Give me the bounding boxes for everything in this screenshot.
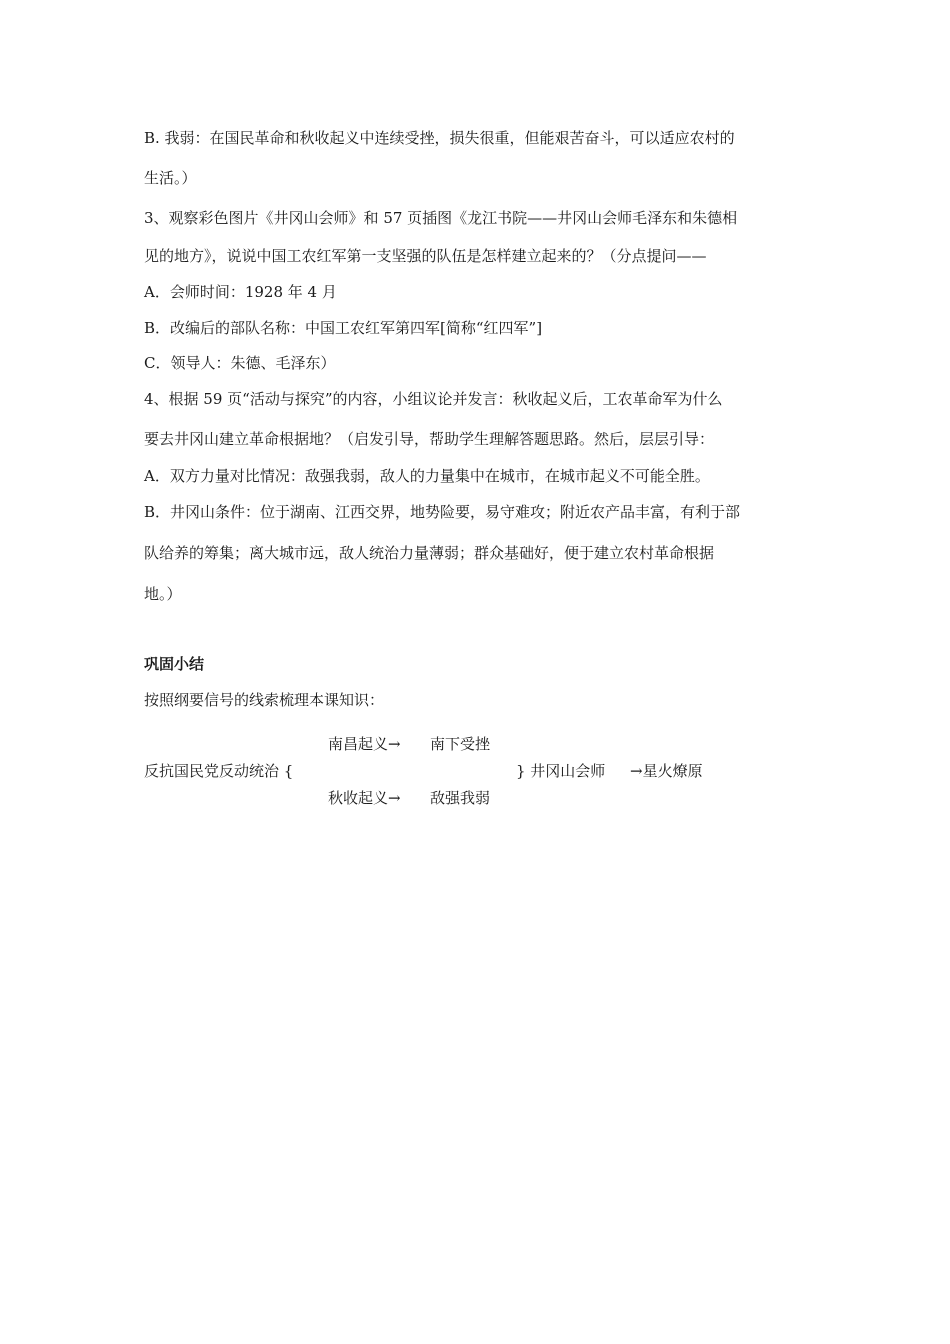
paragraph-line: 3、观察彩色图片《井冈山会师》和 57 页插图《龙江书院——井冈山会师毛泽东和朱德相 bbox=[144, 209, 738, 227]
diagram-left: 反抗国民党反动统治 { bbox=[144, 762, 294, 780]
paragraph-line: A．会师时间：1928 年 4 月 bbox=[144, 283, 337, 301]
paragraph-line: C．领导人：朱德、毛泽东） bbox=[144, 354, 336, 372]
diagram-top-left: 南昌起义→ bbox=[328, 735, 401, 753]
summary-intro: 按照纲要信号的线索梳理本课知识： bbox=[144, 691, 385, 709]
diagram-bottom-right: 敌强我弱 bbox=[430, 789, 491, 807]
paragraph-line: A．双方力量对比情况：敌强我弱，敌人的力量集中在城市，在城市起义不可能全胜。 bbox=[144, 467, 710, 485]
paragraph-line: B. 我弱：在国民革命和秋收起义中连续受挫，损失很重，但能艰苦奋斗，可以适应农村的 bbox=[144, 129, 735, 147]
section-title: 巩固小结 bbox=[144, 655, 205, 673]
paragraph-line: 生活。） bbox=[144, 169, 197, 187]
paragraph-line: 见的地方》，说说中国工农红军第一支坚强的队伍是怎样建立起来的？（分点提问—— bbox=[144, 247, 707, 265]
paragraph-line: 4、根据 59 页“活动与探究”的内容，小组议论并发言：秋收起义后，工农革命军为什么 bbox=[144, 390, 723, 408]
paragraph-line: 要去井冈山建立革命根据地？（启发引导，帮助学生理解答题思路。然后，层层引导： bbox=[144, 430, 715, 448]
diagram-bottom-left: 秋收起义→ bbox=[328, 789, 401, 807]
diagram-top-right: 南下受挫 bbox=[430, 735, 491, 753]
paragraph-line: B．改编后的部队名称：中国工农红军第四军[简称“红四军”] bbox=[144, 319, 543, 337]
diagram-right: } 井冈山会师 bbox=[516, 762, 606, 780]
paragraph-line: 队给养的筹集；离大城市远，敌人统治力量薄弱；群众基础好，便于建立农村革命根据 bbox=[144, 544, 715, 562]
diagram-end: →星火燎原 bbox=[630, 762, 703, 780]
paragraph-line: B．井冈山条件：位于湖南、江西交界，地势险要，易守难攻；附近农产品丰富，有利于部 bbox=[144, 503, 741, 521]
paragraph-line: 地。） bbox=[144, 585, 182, 603]
